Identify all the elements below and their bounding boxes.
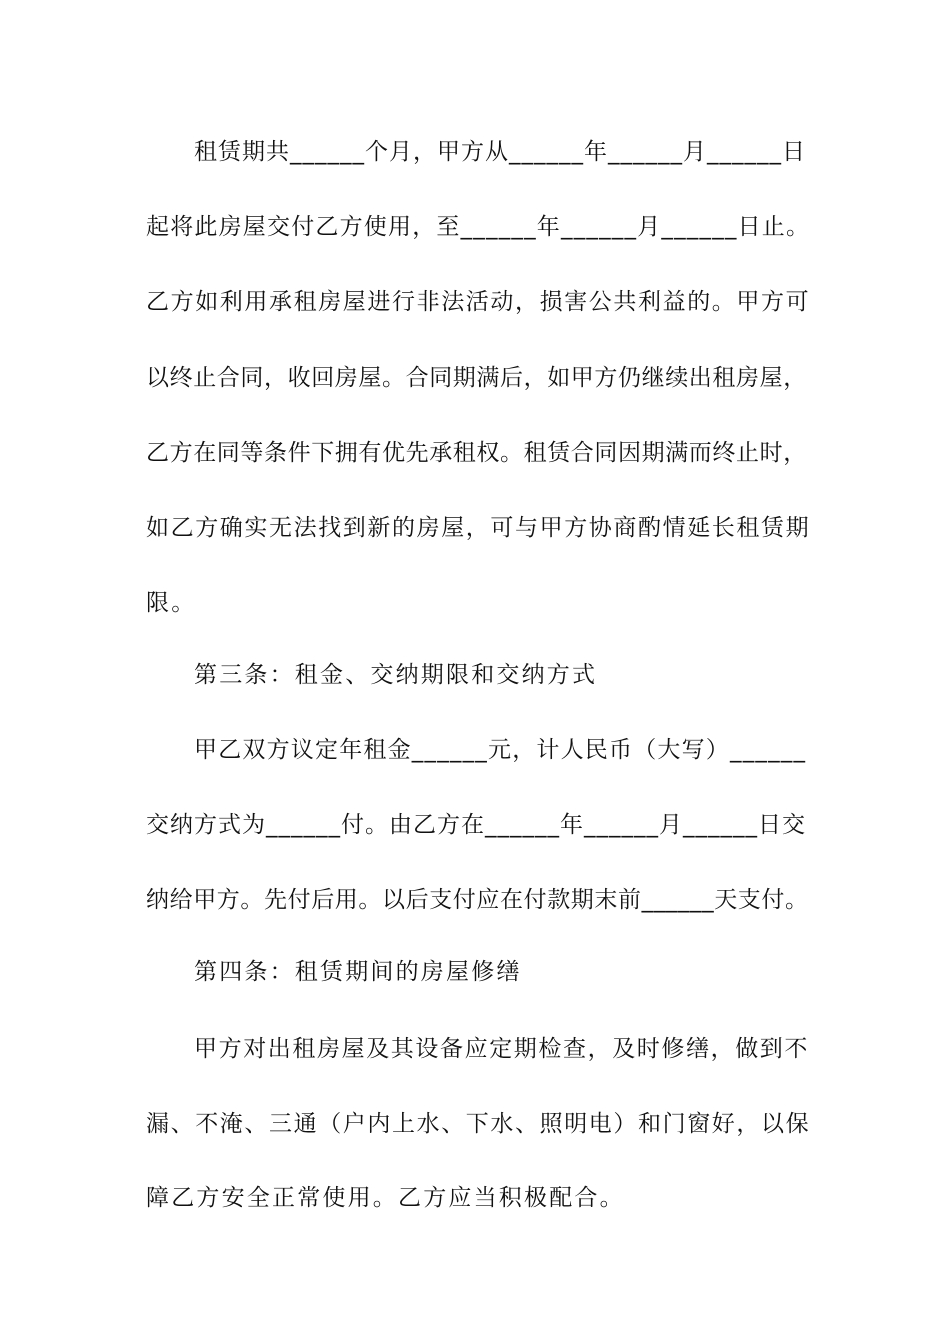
text-line-annual-rent: 甲乙双方议定年租金______元，计人民币（大写）______ — [194, 737, 807, 763]
text-line-termination: 以终止合同，收回房屋。合同期满后，如甲方仍继续出租房屋， — [146, 365, 807, 391]
text-line-repair-scope: 漏、不淹、三通（户内上水、下水、照明电）和门窗好，以保 — [146, 1111, 811, 1137]
text-line-repair-duty: 甲方对出租房屋及其设备应定期检查，及时修缮，做到不 — [194, 1036, 809, 1062]
text-line-cooperation: 障乙方安全正常使用。乙方应当积极配合。 — [146, 1185, 625, 1211]
text-line-illegal-use: 乙方如利用承租房屋进行非法活动，损害公共利益的。甲方可 — [146, 289, 811, 315]
text-line-delivery-period: 起将此房屋交付乙方使用，至______年______月______日止。 — [146, 214, 811, 240]
text-line-priority-right: 乙方在同等条件下拥有优先承租权。租赁合同因期满而终止时， — [146, 440, 807, 466]
text-line-extension: 如乙方确实无法找到新的房屋，可与甲方协商酌情延长租赁期 — [146, 515, 811, 541]
text-line-limit: 限。 — [146, 590, 197, 616]
article-4-heading: 第四条：租赁期间的房屋修缮 — [194, 959, 522, 985]
text-line-lease-term: 租赁期共______个月，甲方从______年______月______日 — [194, 139, 806, 165]
article-3-heading: 第三条：租金、交纳期限和交纳方式 — [194, 662, 598, 688]
text-line-payment-method: 交纳方式为______付。由乙方在______年______月______日交 — [146, 812, 806, 838]
text-line-payment-deadline: 纳给甲方。先付后用。以后支付应在付款期末前______天支付。 — [146, 887, 809, 913]
